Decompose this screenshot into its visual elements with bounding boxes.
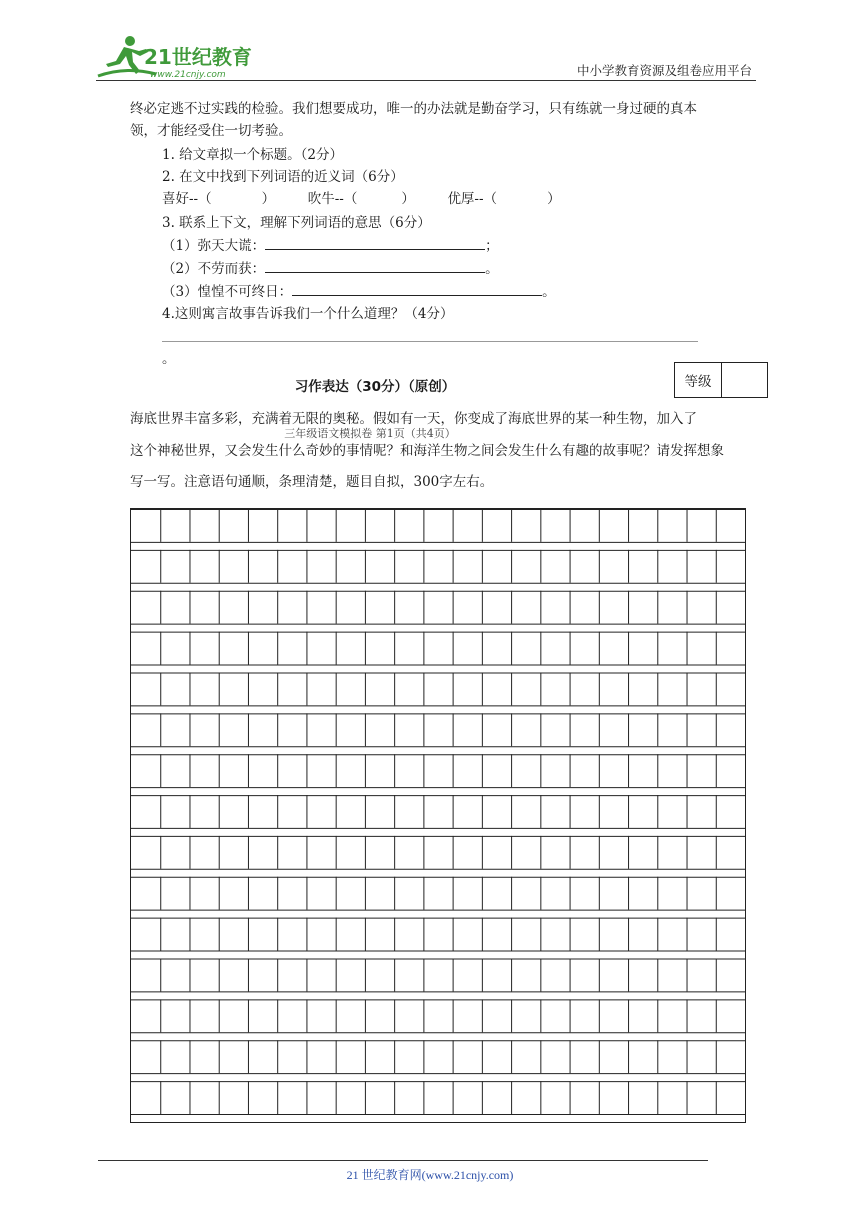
answer-end-mark: 。 [162, 351, 176, 367]
logo-text: 21世纪教育 [144, 45, 252, 69]
synonym-item-close: ） [261, 191, 276, 207]
header-platform-text: 中小学教育资源及组卷应用平台 [576, 63, 752, 78]
question-4: 4.这则寓言故事告诉我们一个什么道理？（4分） [162, 306, 454, 322]
synonym-item-close: ） [547, 191, 561, 207]
grade-box [674, 362, 768, 398]
definition-end: 。 [542, 284, 556, 300]
grade-label: 等级 [675, 363, 722, 397]
definition-end: 。 [485, 261, 499, 277]
grid-row [131, 999, 745, 1032]
definition-blank[interactable] [292, 283, 542, 296]
header-divider [96, 80, 756, 81]
footer-text[interactable]: 21 世纪教育网(www.21cnjy.com) [346, 1168, 514, 1182]
grid-row [131, 509, 745, 542]
synonym-item-label: 优厚--（ [447, 191, 498, 207]
grid-row [131, 713, 745, 746]
grid-row [131, 959, 745, 992]
grid-row [131, 836, 745, 869]
definition-end: ； [485, 238, 499, 254]
answer-line[interactable] [162, 341, 698, 342]
definition-row-2 [162, 259, 499, 279]
site-logo [96, 34, 266, 80]
prompt-line-3: 写一写。注意语句通顺，条理清楚，题目自拟，300字左右。 [130, 474, 494, 490]
grid-row [131, 1040, 745, 1073]
definition-label: （2）不劳而获： [162, 261, 266, 277]
question-3: 3. 联系上下文，理解下列词语的意思（6分） [162, 215, 431, 231]
writing-grid[interactable] [130, 508, 746, 1123]
grid-row [131, 754, 745, 787]
grid-row [131, 795, 745, 828]
prompt-line-1: 海底世界丰富多彩，充满着无限的奥秘。假如有一天，你变成了海底世界的某一种生物，加入了 [130, 411, 697, 427]
definition-blank[interactable] [265, 237, 485, 250]
footer-divider [98, 1160, 708, 1161]
definition-row-3 [162, 282, 556, 302]
page-number-overlay: 三年级语文模拟卷 第1页（共4页） [284, 427, 456, 440]
definition-label: （1）弥天大谎： [162, 238, 266, 254]
synonym-item-close: ） [401, 191, 415, 207]
grid-row [131, 918, 745, 951]
synonym-row [162, 189, 561, 209]
prompt-line-2: 这个神秘世界，又会发生什么奇妙的事情呢？和海洋生物之间会发生什么有趣的故事呢？请发挥想象 [130, 443, 724, 459]
passage-line-2: 领，才能经受住一切考验。 [130, 123, 292, 139]
grid-row [131, 632, 745, 665]
grid-row [131, 1081, 745, 1114]
synonym-item-label: 吹牛--（ [307, 191, 358, 207]
grid-row [131, 672, 745, 705]
grid-row [131, 550, 745, 583]
grid-row [131, 591, 745, 624]
grid-row [131, 877, 745, 910]
definition-label: （3）惶惶不可终日： [162, 284, 293, 300]
synonym-item-label: 喜好--（ [162, 191, 212, 207]
definition-row-1 [162, 236, 499, 256]
definition-blank[interactable] [265, 260, 485, 273]
logo-url-text: www.21cnjy.com [150, 70, 226, 80]
writing-grid-lines [131, 509, 745, 1122]
passage-line-1: 终必定逃不过实践的检验。我们想要成功，唯一的办法就是勤奋学习，只有练就一身过硬的真本 [130, 101, 697, 117]
question-2: 2. 在文中找到下列词语的近义词（6分） [162, 169, 404, 185]
section-title: 习作表达（30分）（原创） [294, 379, 456, 395]
question-1: 1. 给文章拟一个标题。（2分） [162, 147, 344, 163]
